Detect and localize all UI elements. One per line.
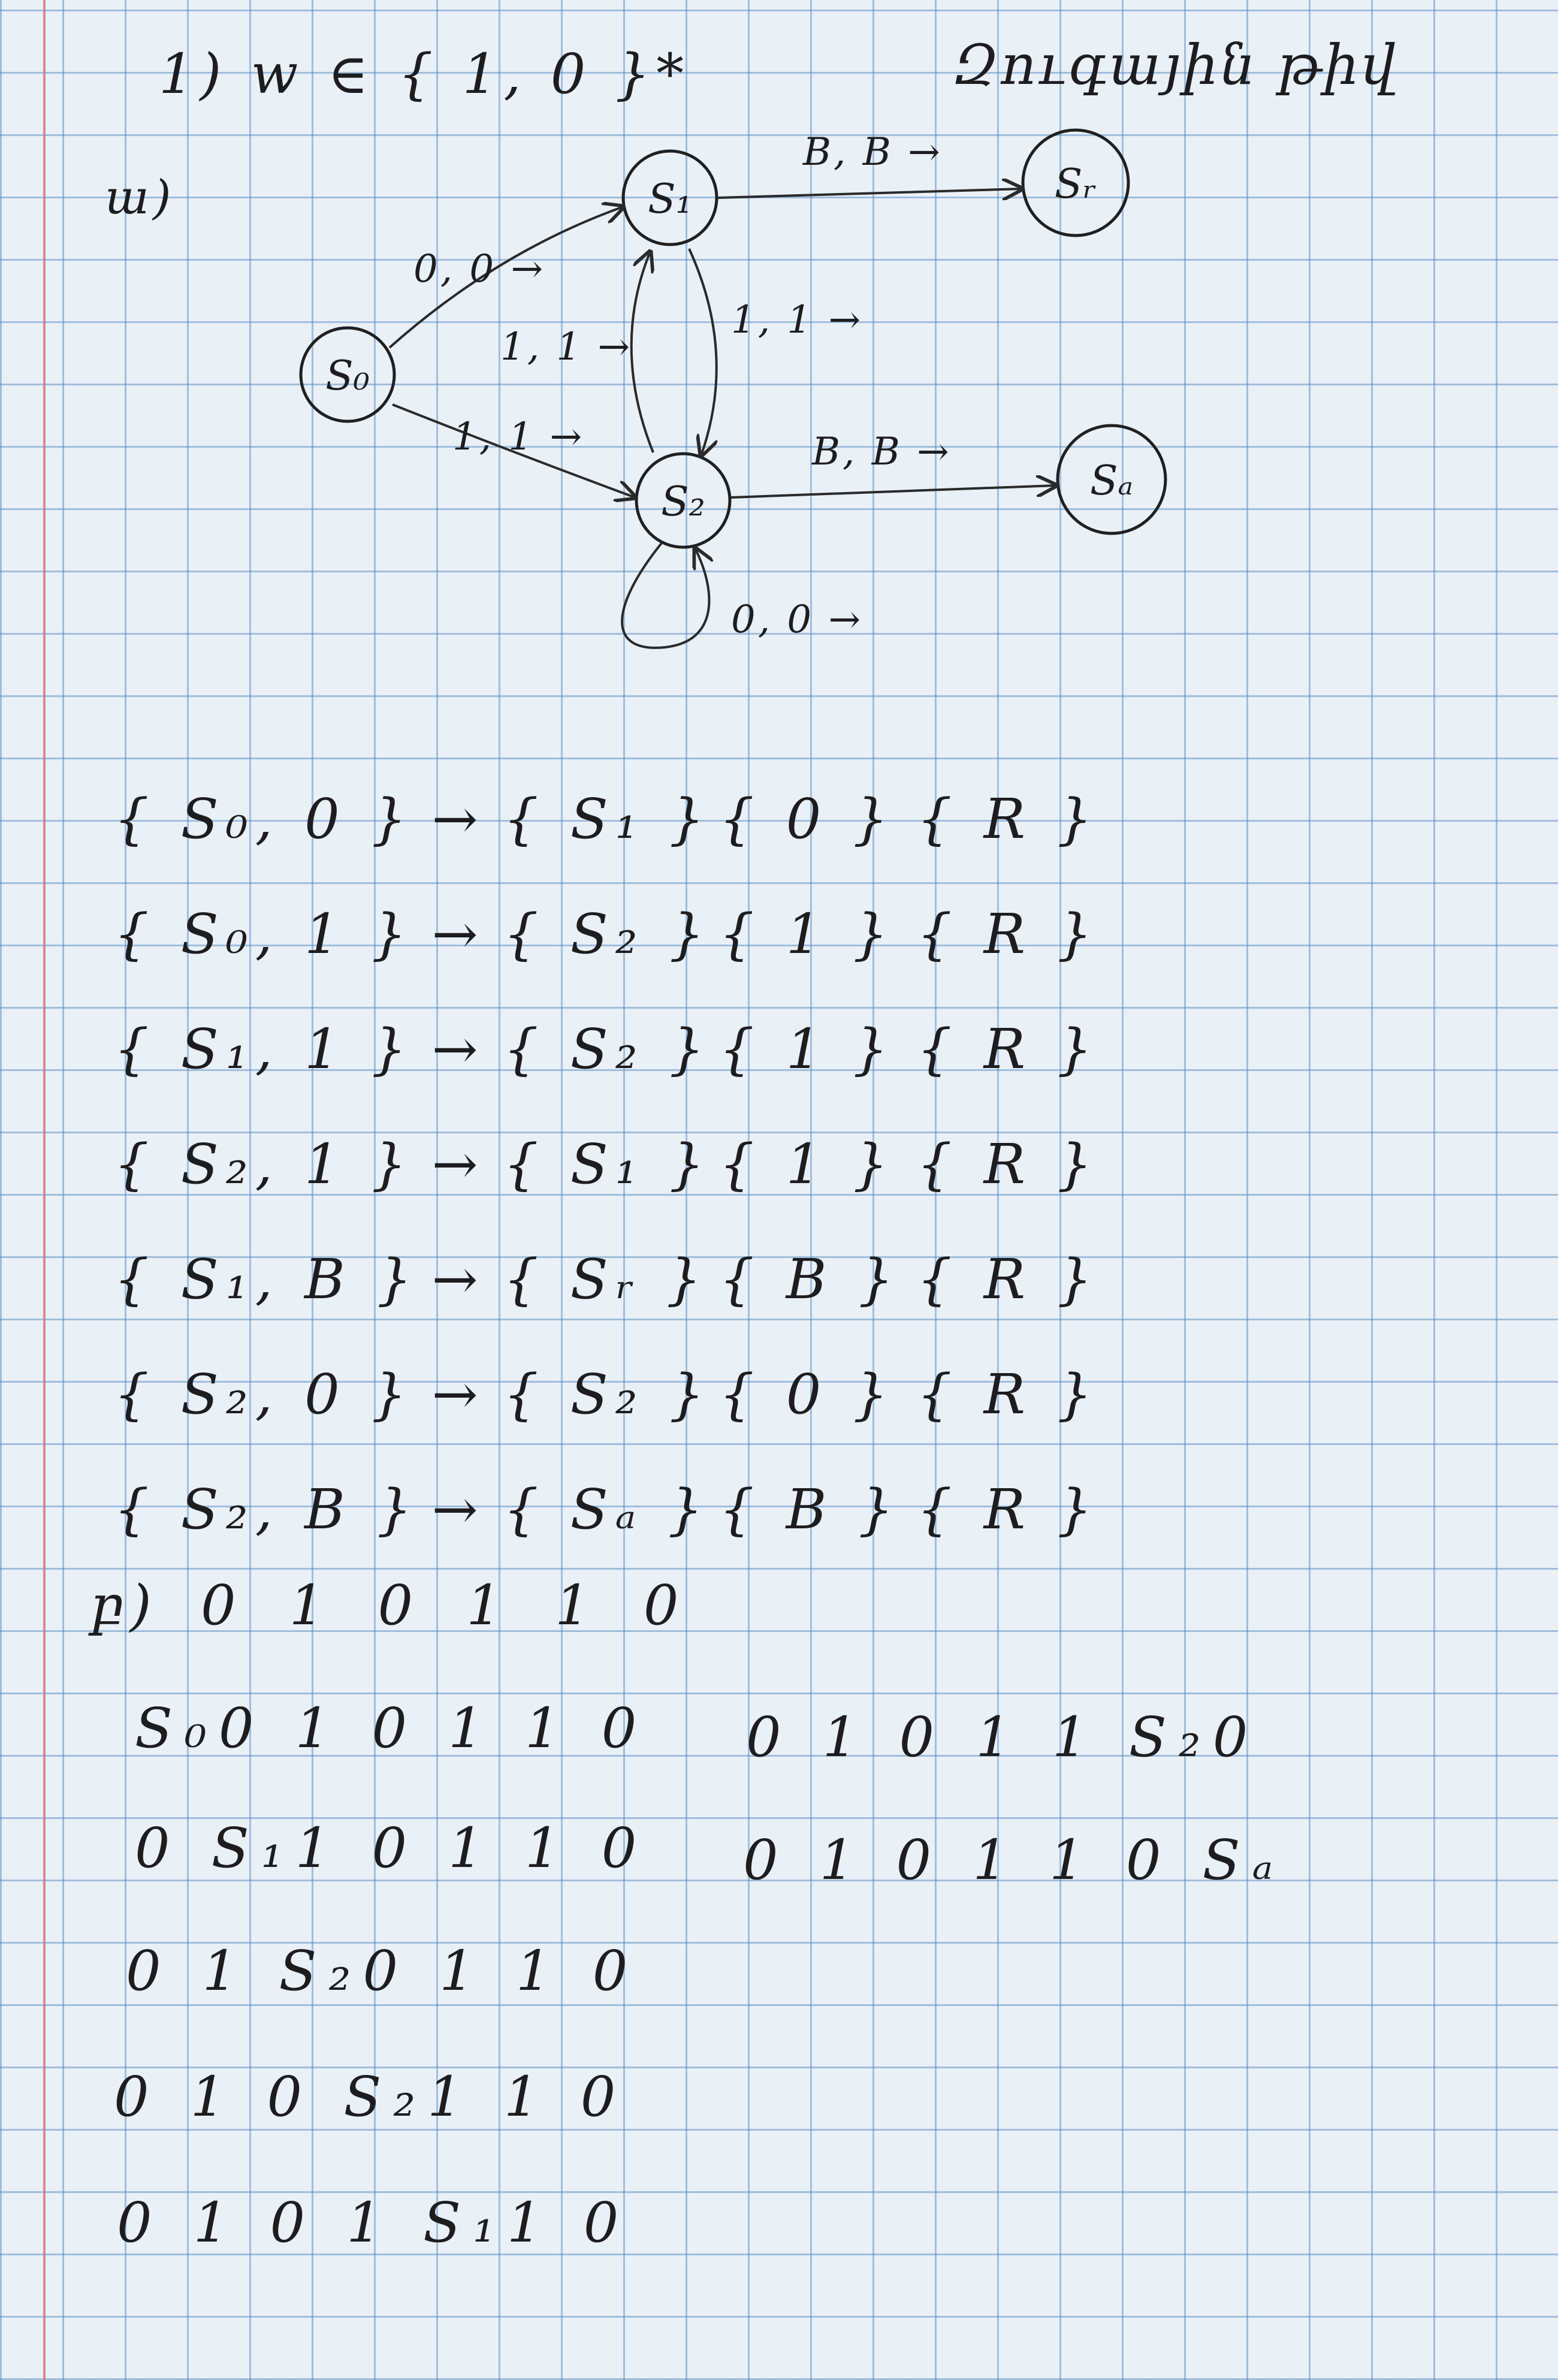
state-s0 xyxy=(301,328,394,421)
problem-title: 1) w ∈ { 1, 0 }* xyxy=(159,42,690,106)
trace-step: S₀0 1 0 1 1 0 xyxy=(135,1696,649,1760)
transition-write: { 1 } xyxy=(719,1016,896,1081)
transition-from: { S₀, 0 } xyxy=(114,786,414,851)
state-sa xyxy=(1058,426,1166,533)
transition-arrow: → xyxy=(431,786,485,851)
state-label-sr: Sᵣ xyxy=(1054,161,1097,208)
trace-step: 0 1 0 1 1 0 Sₐ xyxy=(743,1828,1285,1892)
transition-row xyxy=(114,1106,1133,1221)
state-label-s0: S₀ xyxy=(325,352,370,400)
state-label-s2: S₂ xyxy=(661,478,705,526)
transition-move: { R } xyxy=(917,1362,1100,1426)
transition-write: { 1 } xyxy=(719,1132,896,1196)
edge-label-s0-s2: 1, 1 → xyxy=(452,415,585,459)
transition-move: { R } xyxy=(917,1247,1100,1311)
state-label-s1: S₁ xyxy=(648,176,692,223)
trace-step: 0 1 0 1 1 S₂0 xyxy=(746,1705,1260,1769)
edge-label-s0-s1: 0, 0 → xyxy=(413,247,546,291)
transition-to: { Sₐ } xyxy=(503,1477,711,1542)
transition-write: { 1 } xyxy=(719,901,896,966)
part-b-label: բ) xyxy=(90,1573,158,1637)
transition-row xyxy=(114,1452,1133,1567)
transition-from: { S₁, 1 } xyxy=(114,1016,414,1081)
transition-arrow: → xyxy=(431,1132,485,1196)
transition-to: { S₁ } xyxy=(503,1132,712,1196)
transition-from: { S₂, 1 } xyxy=(114,1132,414,1196)
transition-arrow: → xyxy=(431,1247,485,1311)
transition-from: { S₂, B } xyxy=(114,1477,419,1542)
state-sr xyxy=(1023,130,1128,236)
transition-row xyxy=(114,991,1133,1106)
transition-from: { S₀, 1 } xyxy=(114,901,414,966)
trace-step: 0 1 S₂0 1 1 0 xyxy=(126,1939,640,2003)
edge-s1-sr xyxy=(718,189,1022,198)
state-s1 xyxy=(623,151,717,245)
transition-arrow: → xyxy=(431,1362,485,1426)
state-s2 xyxy=(636,454,730,547)
edge-label-s1-s2: 1, 1 → xyxy=(731,298,863,342)
transition-arrow: → xyxy=(431,1016,485,1081)
transition-from: { S₁, B } xyxy=(114,1247,419,1311)
edge-label-s2-sa: B, B → xyxy=(812,430,952,474)
transition-move: { R } xyxy=(917,1132,1100,1196)
transition-to: { Sᵣ } xyxy=(503,1247,709,1311)
transition-row xyxy=(114,1337,1133,1452)
state-label-sa: Sₐ xyxy=(1089,457,1134,505)
transition-to: { S₂ } xyxy=(503,1016,712,1081)
transition-arrow: → xyxy=(431,901,485,966)
transition-write: { B } xyxy=(719,1477,901,1542)
edge-label-s1-sr: B, B → xyxy=(803,130,943,174)
transition-to: { S₁ } xyxy=(503,786,712,851)
transition-move: { R } xyxy=(917,786,1100,851)
edge-s2-loop xyxy=(622,542,709,648)
transition-move: { R } xyxy=(917,901,1100,966)
edge-label-s2-s1: 1, 1 → xyxy=(500,325,633,369)
edge-s2-s1 xyxy=(632,252,653,453)
part-a-label: ա) xyxy=(105,171,175,225)
edge-s1-s2 xyxy=(689,249,717,456)
edge-s2-sa xyxy=(731,485,1056,497)
transition-write: { B } xyxy=(719,1247,901,1311)
edge-label-s2-loop: 0, 0 → xyxy=(731,598,863,642)
transition-row xyxy=(114,876,1133,991)
transition-move: { R } xyxy=(917,1477,1100,1542)
transition-arrow: → xyxy=(431,1477,485,1542)
transition-write: { 0 } xyxy=(719,1362,896,1426)
transition-to: { S₂ } xyxy=(503,1362,712,1426)
transition-row xyxy=(114,1221,1133,1337)
trace-step: 0 1 0 1 S₁1 0 xyxy=(117,2191,631,2255)
transition-write: { 0 } xyxy=(719,786,896,851)
trace-step: 0 1 0 S₂1 1 0 xyxy=(114,2065,628,2129)
transition-to: { S₂ } xyxy=(503,901,712,966)
transition-table xyxy=(114,761,1133,1567)
state-diagram xyxy=(0,0,1558,707)
transition-move: { R } xyxy=(917,1016,1100,1081)
trace-step: 0 S₁1 0 1 1 0 xyxy=(135,1816,649,1880)
input-string: 0 1 0 1 1 0 xyxy=(201,1573,697,1637)
header-note: Զուգային թիվ xyxy=(953,33,1399,97)
transition-row xyxy=(114,761,1133,876)
transition-from: { S₂, 0 } xyxy=(114,1362,414,1426)
